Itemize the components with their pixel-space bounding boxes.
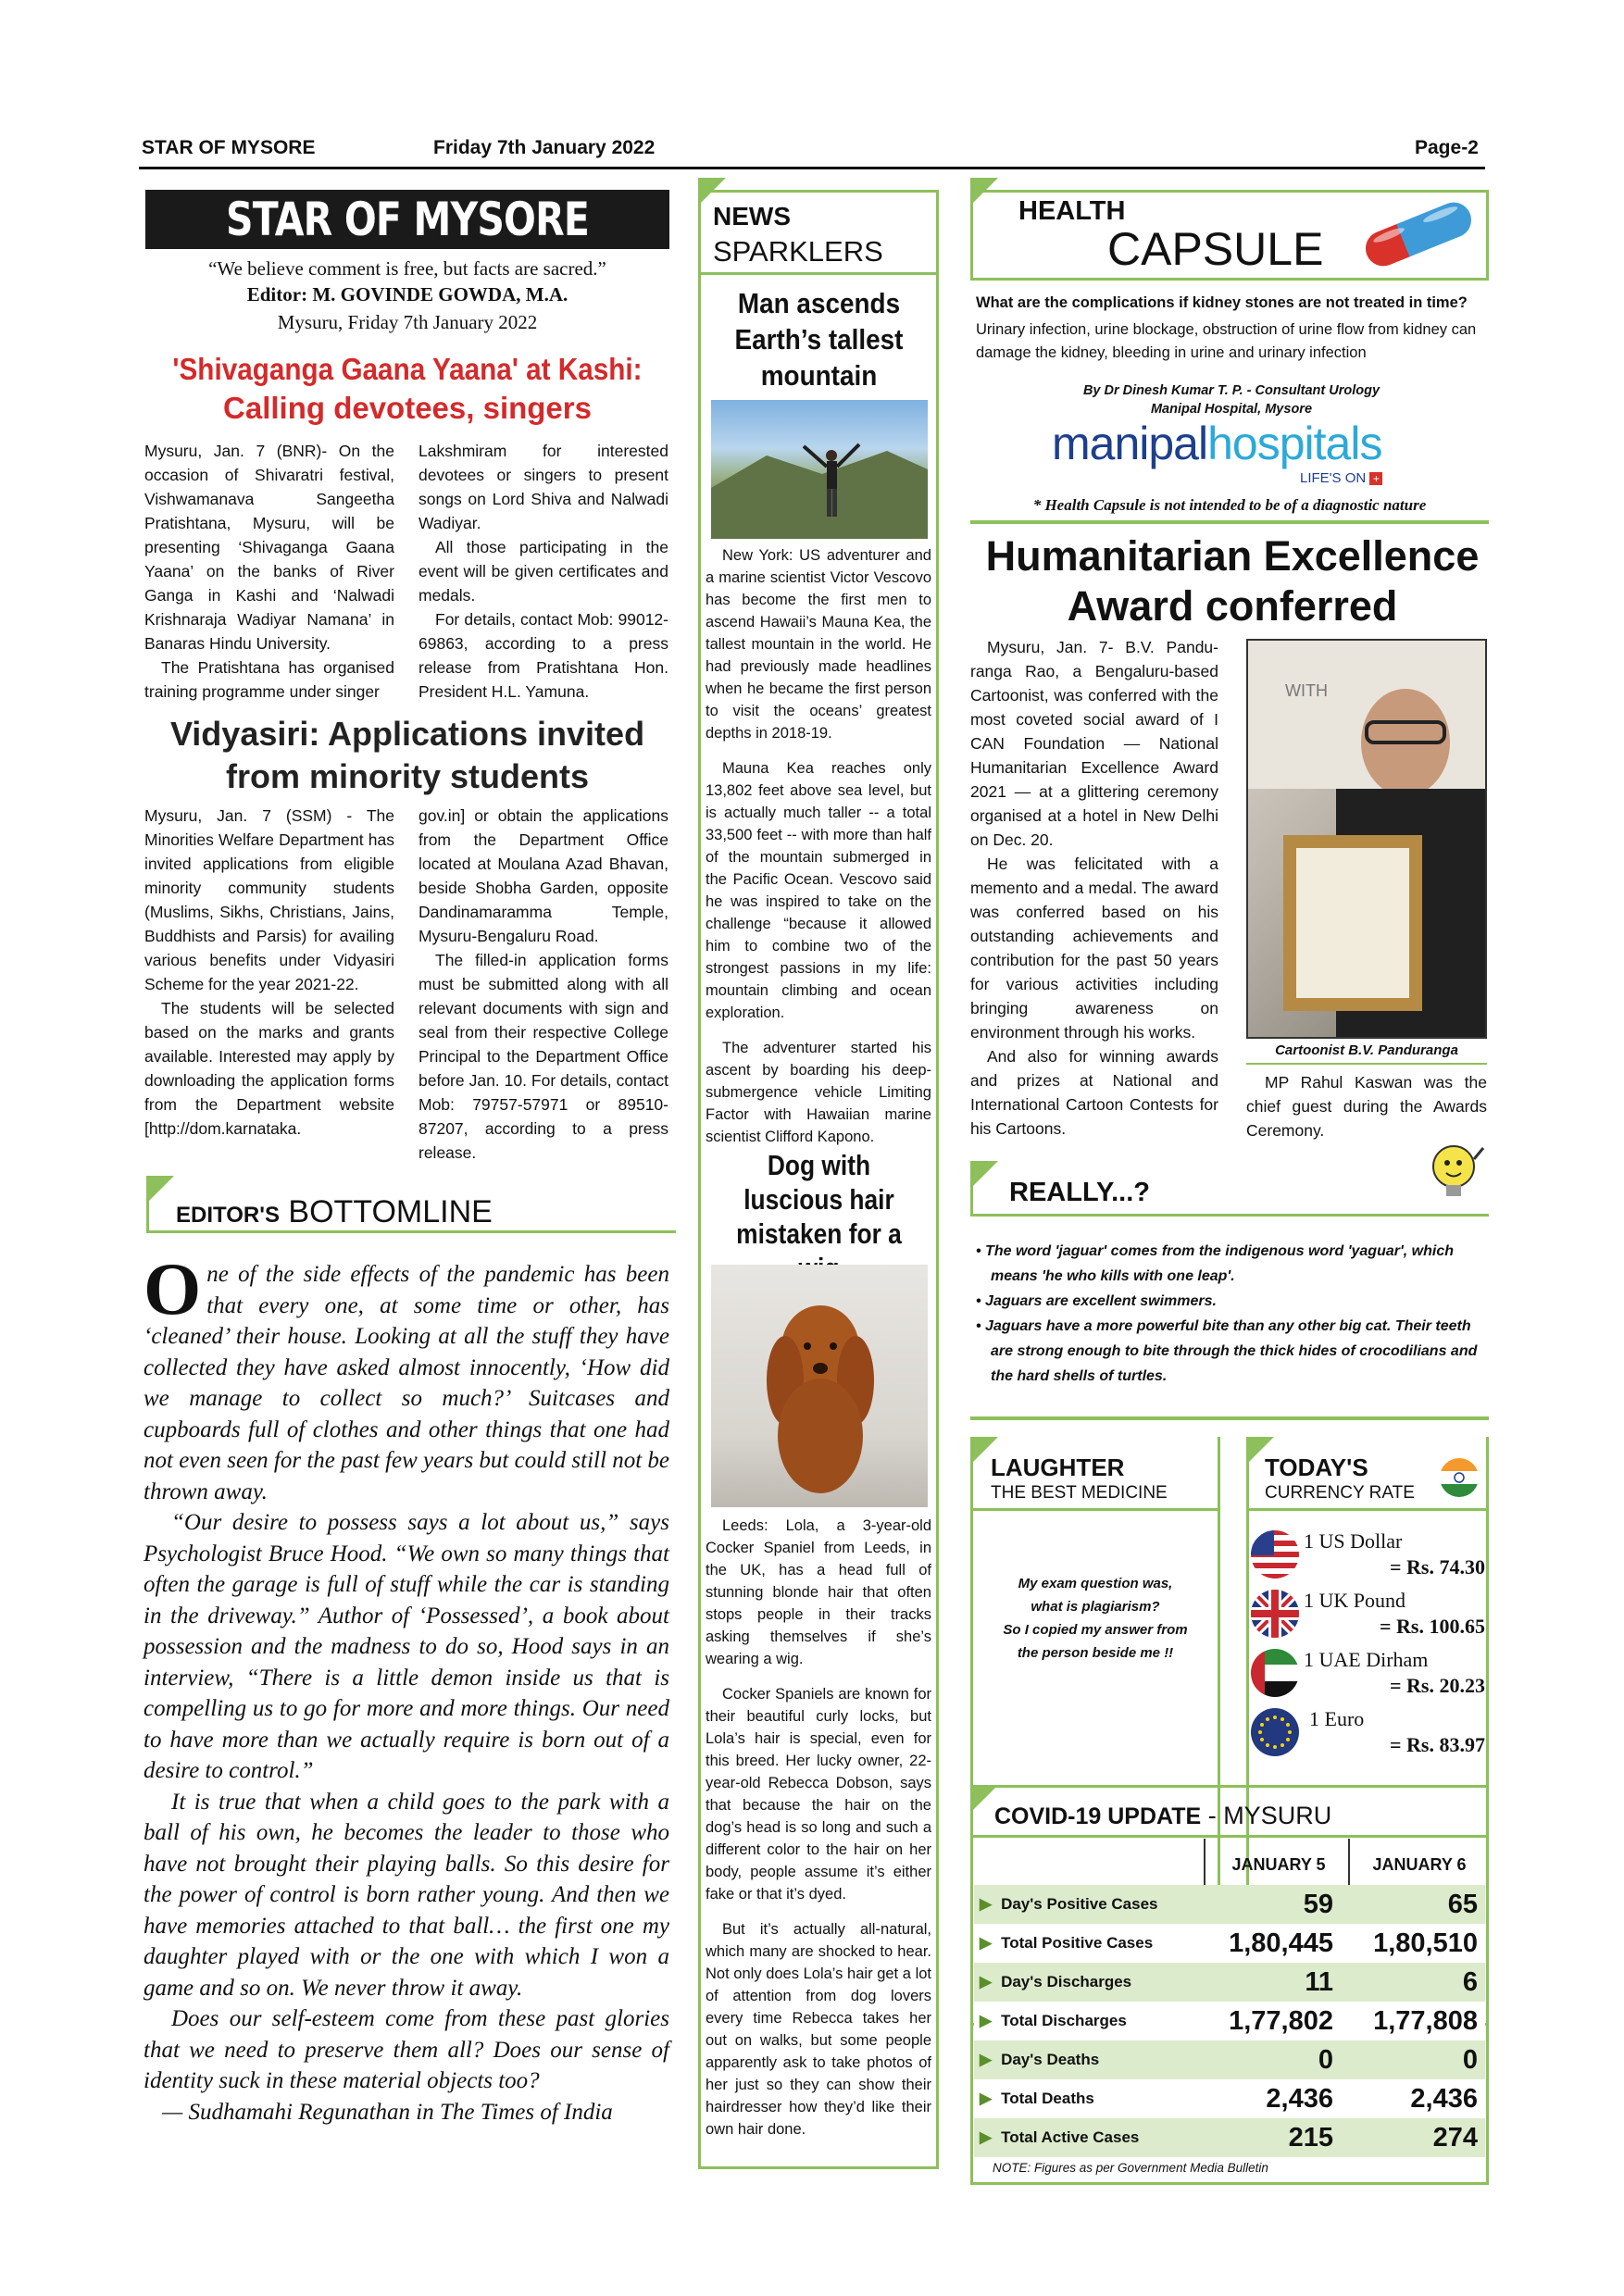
health-byline [1018,381,1444,418]
story2-headline-line2: from minority students [225,757,590,795]
dog-photo [711,1265,928,1507]
covid-row [974,2079,1485,2118]
editorial-label [176,1194,493,1230]
story1-headline-line1: 'Shivaganga Gaana Yaana' at Kashi: [172,352,643,386]
news-story2-p3: But it’s actually all-natural, which many are shocked to hear. Not only does Lola’s hair get a lot of attention from dog lovers every time Rebecca takes her out on walks, but some people apparently ask to take photos of her just so they can show their hairdresser how they’d like their own hair done. [706,1921,931,2138]
covid-value-jan5: 11 [1305,1966,1333,1997]
story1-p3: Lakshmiram for interested devotees or singers to present songs on Lord Shiva and Nalwadi Wadiyar. [418,442,668,532]
news-story2-title: Dog with luscious hair mistaken for a [736,1149,902,1250]
editorial-label-a: EDITOR'S [176,1203,280,1228]
us-flag-icon [1250,1529,1300,1579]
covid-row-label [974,1973,1204,1991]
story1-p2: The Pratishtana has organised training programme under singer [144,658,394,701]
news-story2-p2: Cocker Spaniels are known for their beautiful curly locks, but Lola’s hair is special, even for this breed. Her lucky owner, 22-year-old Rebecca Dobson, says that because the hair on the dog’s head is so long and such a different color to the hair on her body, people assume it’s either fake or that it’s dyed. [706,1686,931,1903]
award-body [970,635,1218,1141]
story1-p4: All those participating in the event will be given certificates and medals. [418,538,668,605]
covid-note: NOTE: Figures as per Government Media Bulletin [993,2161,1268,2175]
currency-rate: = Rs. 74.30 [1390,1555,1485,1578]
really-list [974,1239,1493,1389]
award-tail: MP Rahul Kaswan was the chief guest during the Awards Ceremony. [1246,1073,1487,1140]
currency-row [1246,1707,1489,1766]
really-item-text: Jaguars have a more powerful bite than any other big cat. Their teeth are strong enough to bite through the thick hides of crocodilians and the hard shells of turtles. [985,1318,1478,1384]
manipal-tagline-text: LIFE'S ON [1300,470,1367,486]
award-p3: And also for winning awards and prizes at National and International Cartoon Contests for his Cartoons. [970,1047,1218,1138]
manipal-logo [1052,417,1381,470]
covid-value-jan6: 0 [1462,2044,1478,2075]
award-photo-caption: Cartoonist B.V. Panduranga [1275,1042,1458,1058]
story1-headline-line2: Calling devotees, singers [223,391,592,425]
currency-rate: = Rs. 83.97 [1390,1733,1485,1756]
story2-p1: Mysuru, Jan. 7 (SSM) - The Minorities Welfare Department has invited applications from eligible minority community students (Muslims, Sikhs, Christians, Jains, Buddhists and Parsis) for availing various benefits under Vidyasiri Scheme for the year 2021-22. [144,806,394,993]
masthead-editor: Editor: M. GOVINDE GOWDA, M.A. [246,283,568,306]
news-story1-title: Man ascends Earth’s tallest mountain [734,287,904,392]
manipal-tagline [1300,470,1382,486]
bulb-mascot-icon [1426,1139,1487,1205]
covid-header-rule [970,1835,1489,1838]
news-story2-p1: Leeds: Lola, a 3-year-old Cocker Spaniel from Leeds, in the UK, has a head full of stunning blonde hair that often stops people in their tracks asking themselves if she’s wearing a wig. [706,1517,931,1667]
covid-value-jan5: 0 [1318,2044,1333,2075]
editorial-lead [144,1249,669,1507]
health-doctor: By Dr Dinesh Kumar T. P. - Consultant Urology [1082,383,1380,398]
editorial-label-b: BOTTOMLINE [288,1194,493,1229]
story1-p5: For details, contact Mob: 99012-69863, according to a press release from Pratishtana Hon. President H.L. Yamuna. [418,610,668,701]
triangle-bullet-icon: ▶ [980,2012,993,2029]
currency-name: 1 UK Pound [1304,1589,1406,1612]
editorial-dropcap: O [144,1249,202,1330]
story2-col1 [144,804,394,1141]
covid-row-label [974,2051,1204,2069]
header-rule [139,167,1485,169]
laughter-label-a: LAUGHTER [991,1454,1125,1481]
masthead-dateline: Mysuru, Friday 7th January 2022 [277,311,538,333]
covid-col-header-2: JANUARY 6 [1372,1855,1467,1874]
news-story1-body [706,544,931,1148]
covid-value-jan5: 1,80,445 [1229,1928,1333,1958]
manipal-logo-a: manipal [1052,418,1208,469]
climber-figure-icon [711,400,928,539]
currency-row [1246,1589,1489,1648]
news-story1-p1: New York: US adventurer and a marine scientist Victor Vescovo has become the first men to ascend Hawaii’s Mauna Kea, the tallest mountain in the world. He had previously made headlines when he became the first person to visit the oceans’ greatest depths in 2018-19. [706,547,931,742]
covid-row-label-text: Total Discharges [1001,2012,1127,2029]
news-label-a: NEWS [713,202,791,231]
covid-row-label-text: Day's Deaths [1001,2051,1100,2068]
uae-flag-icon [1250,1648,1300,1698]
covid-value-jan6: 1,80,510 [1373,1928,1478,1958]
story2-col2 [418,804,668,1165]
editorial-body [144,1249,669,2128]
manipal-logo-b: hospitals [1207,418,1382,469]
covid-label [994,1802,1331,1830]
currency-label-b: CURRENCY RATE [1265,1483,1415,1503]
currency-name: 1 US Dollar [1304,1529,1403,1553]
currency-row [1246,1648,1489,1707]
news-story2-body [706,1515,931,2140]
pill-capsule-icon [1354,196,1483,272]
triangle-bullet-icon: ▶ [980,1895,993,1913]
really-item: • Jaguars have a more powerful bite than any other big cat. Their teeth are strong enough to bite through the thick hides of crocodilians and the hard shells of turtles. [976,1318,1478,1384]
masthead [145,190,669,249]
editorial-lead-text: ne of the side effects of the pandemic has been that every one, at some time or other, has ‘cleaned’ their house. Looking at all the stuff they have collected they have asked almost innocently, ‘How did we manage to collect so much?’ Suitcases and cupboards full of clothes and other things that one had not even seen for the past few years but could still not be thrown away. [144,1262,669,1504]
covid-row-label [974,2090,1204,2108]
india-flag-icon [1439,1457,1480,1498]
award-p2: He was felicitated with a memento and a medal. The award was conferred based on his outstanding achievements and contribution for the past 50 years for various activities including bringing awareness on environment through his works. [970,855,1218,1042]
uk-flag-icon [1250,1589,1300,1639]
covid-row-label-text: Total Active Cases [1001,2128,1140,2146]
running-head-page: Page-2 [1415,137,1479,158]
dog-figure-icon [711,1265,928,1507]
covid-row [974,1885,1485,1924]
award-photo [1246,639,1487,1039]
currency-name: 1 Euro [1309,1707,1365,1730]
currency-list [1246,1529,1489,1766]
covid-row-label-text: Total Deaths [1001,2090,1094,2107]
currency-rate: = Rs. 100.65 [1380,1615,1485,1638]
story2-p4: The filled-in application forms must be submitted along with all relevant documents with sign and seal from their respective College Principal to the Department Office before Jan. 10. For details, contact Mob: 79757-57971 or 89510-87207, according to a press release. [418,951,668,1162]
covid-value-jan6: 274 [1432,2122,1478,2152]
editorial-p2: It is true that when a child goes to the park with a ball of his own, he becomes the leader to those who have not brought their playing balls. So this desire for the power of control is born rather young. And then we have memories attached to that ball… the first one my daughter played with or the one with which I won a game and so on. We never throw it away. [144,1789,669,2001]
covid-row [974,1924,1485,1963]
mountain-photo [711,400,928,539]
triangle-bullet-icon: ▶ [980,1934,993,1952]
triangle-bullet-icon: ▶ [980,1973,993,1990]
masthead-title: STAR OF MYSORE [225,193,589,246]
award-headline [970,531,1494,631]
health-note: * Health Capsule is not intended to be of a diagnostic nature [1032,496,1427,514]
joke-line: what is plagiarism? [1031,1599,1160,1615]
covid-row-label-text: Day's Discharges [1001,1973,1132,1990]
covid-row [974,1963,1485,2002]
covid-table [974,1885,1485,2157]
really-item: • Jaguars are excellent swimmers. [976,1293,1217,1309]
award-caption-rule [1246,1063,1487,1065]
covid-row-label-text: Day's Positive Cases [1001,1895,1158,1913]
covid-row-label [974,1934,1204,1953]
covid-value-jan5: 1,77,802 [1229,2005,1333,2036]
covid-row [974,2040,1485,2079]
covid-value-jan5: 59 [1303,1889,1333,1919]
story1-col2 [418,439,668,704]
running-head-date: Friday 7th January 2022 [433,137,656,158]
running-head-paper: STAR OF MYSORE [142,137,316,158]
award-p1: Mysuru, Jan. 7- B.V. Pandu-ranga Rao, a Bengaluru-based Cartoonist, was conferred with the most coveted social award of I CAN Foundation — National Humanitarian Excellence Award 2021 — at a glittering ceremony organised at a hotel in New Delhi on Dec. 20. [970,638,1218,849]
covid-row-label [974,2128,1204,2147]
award-headline-line1: Humanitarian Excellence [985,532,1480,580]
award-headline-line2: Award conferred [1067,582,1398,630]
currency-name: 1 UAE Dirham [1304,1648,1429,1671]
covid-label-b: - MYSURU [1207,1802,1332,1829]
news-story1-p3: The adventurer started his ascent by boarding his deep-submergence vehicle Limiting Factor with Hawaiian marine scientist Clifford Kapono. [706,1040,931,1145]
editorial-credit: — Sudhamahi Regunathan in The Times of India [162,2099,613,2125]
laughter-joke [972,1572,1218,1665]
covid-value-jan6: 2,436 [1410,2083,1478,2114]
covid-row [974,2118,1485,2157]
news-label-b: SPARKLERS [713,235,883,268]
health-label-a: HEALTH [1018,196,1126,226]
triangle-bullet-icon: ▶ [980,2090,993,2107]
plus-icon: + [1369,472,1382,485]
story1-headline [139,350,676,428]
covid-value-jan6: 6 [1462,1966,1478,1997]
joke-line: My exam question was, [1018,1576,1173,1591]
svg-text:WITH: WITH [1285,681,1328,700]
really-item-text: The word 'jaguar' comes from the indigenous word 'yaguar', which means 'he who kills with one leap'. [985,1243,1454,1284]
joke-line: So I copied my answer from [1003,1622,1188,1638]
story1-p1: Mysuru, Jan. 7 (BNR)- On the occasion of Shivaratri festival, Vishwamanava Sangeetha Pratishtana, Mysuru, will be presenting ‘Shivaganga Gaana Yaana’ on the banks of River Ganga in Kashi and ‘Nalwadi Krishnaraja Wadiyar Namana’ in Banaras Hindu University. [144,442,394,653]
covid-row [974,2002,1485,2040]
story2-p2: The students will be selected based on the marks and grants available. Interested may apply by downloading the application forms from the Department website [http://dom.karnataka. [144,999,394,1138]
joke-line: the person beside me !! [1017,1645,1174,1661]
covid-value-jan6: 65 [1447,1889,1478,1919]
health-answer: Urinary infection, urine blockage, obstruction of urine flow from kidney can damage the kidney, bleeding in urine and urinary infection [976,321,1477,361]
story2-p3: gov.in] or obtain the applications from the Department Office located at Moulana Azad Bhavan, beside Shobha Garden, opposite Dandinamaramma Temple, Mysuru-Bengaluru Road. [418,806,668,945]
cartoonist-figure-icon [1248,641,1485,1037]
masthead-motto: “We believe comment is free, but facts are sacred.” [208,257,606,280]
eu-flag-icon [1250,1707,1300,1757]
covid-row-label [974,2012,1204,2030]
triangle-bullet-icon: ▶ [980,2051,993,2068]
covid-row-label [974,1895,1204,1914]
currency-rate: = Rs. 20.23 [1390,1674,1485,1697]
story2-headline-line1: Vidyasiri: Applications invited [169,715,645,753]
health-question: What are the complications if kidney stones are not treated in time? [976,294,1468,311]
really-item: • The word 'jaguar' comes from the indigenous word 'yaguar', which means 'he who kills with one leap'. [976,1243,1454,1284]
story1-col1 [144,439,394,704]
covid-value-jan5: 2,436 [1266,2083,1333,2114]
covid-col-header-1: JANUARY 5 [1231,1855,1326,1874]
covid-value-jan6: 1,77,808 [1373,2005,1478,2036]
editorial-p1: “Our desire to possess says a lot about us,” says Psychologist Bruce Hood. “We own so many things that often the garage is full of stuff while the car is standing in the driveway.” Author of ‘Possessed’, a book about possession and the madness to do so, Hood says in an interview, “There is a little demon inside us that is compelling us to go for more and more things. Our need to have more than we actually require is born out of a desire to control.” [144,1510,669,1783]
story2-headline [139,713,676,798]
triangle-bullet-icon: ▶ [980,2128,993,2146]
covid-value-jan5: 215 [1288,2122,1333,2152]
really-item-text: Jaguars are excellent swimmers. [985,1293,1217,1309]
really-bottom-rule [970,1416,1489,1420]
really-label: REALLY...? [1009,1178,1151,1207]
health-label-b: CAPSULE [1107,223,1324,275]
health-hospital: Manipal Hospital, Mysore [1150,402,1313,417]
currency-label-a: TODAY'S [1265,1454,1368,1481]
currency-row [1246,1529,1489,1589]
editorial-p3: Does our self-esteem come from these past glories that we need to preserve them all? Does our sense of identity suck in these material objects too? [144,2006,669,2093]
health-bottom-rule [970,520,1489,524]
news-story1-p2: Mauna Kea reaches only 13,802 feet above sea level, but is actually much taller -- a total 33,500 feet -- with more than half of the mountain submerged in the Pacific Ocean. Vescovo said he was inspired to take on the challenge “because it allowed him to combine two of the strongest passions in my life: mountain climbing and ocean exploration. [706,760,931,1021]
covid-label-a: COVID-19 UPDATE [994,1803,1202,1829]
covid-row-label-text: Total Positive Cases [1001,1934,1154,1952]
laughter-label-b: THE BEST MEDICINE [991,1483,1168,1503]
